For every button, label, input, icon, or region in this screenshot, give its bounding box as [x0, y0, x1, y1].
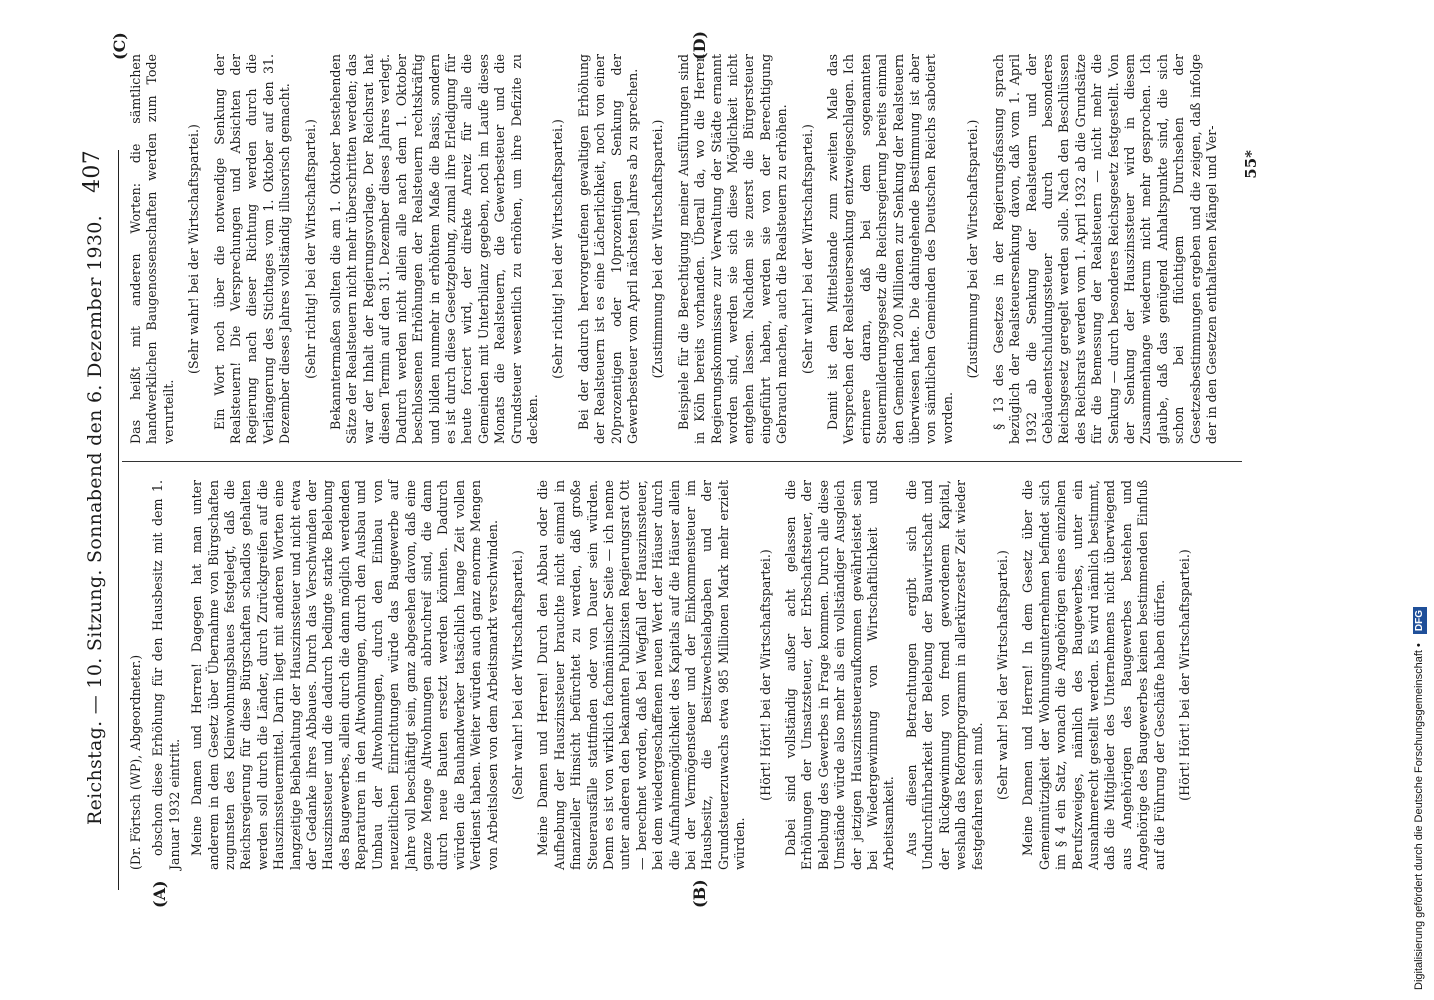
- interjection-line: (Hört! Hört! bei der Wirtschaftspartei.): [757, 549, 773, 801]
- body-paragraph: Ein Wort noch über die notwendige Senkung der Realsteuern! Die Versprechungen und Absichten der Regierung nach dieser Richtung werden durch die Verlängerung des Stichtages vom 1. Oktober auf den 31. Dezember dieses Jahres vollständig illusorisch gemacht.: [211, 54, 293, 444]
- body-paragraph: obschon diese Erhöhung für den Hausbesitz mit dem 1. Januar 1932 eintritt.: [150, 480, 182, 870]
- attribution-text: Digitalisierung gefördert durch die Deutsche Forschungsgemeinschaft •: [1413, 643, 1425, 990]
- column-divider: [122, 461, 1242, 462]
- body-paragraph: § 13 des Gesetzes in der Regierungsfassung sprach bezüglich der Realsteuersenkung davon, daß vom 1. April 1932 ab die Senkung der Realsteuern und der Gebäudeentschuldungssteuer durch besonderes Reichsgesetz geregelt werden solle. Nach den Beschlüssen des Reichsrats werden vom 1. April 1932 ab die Grundsätze für die Bemessung der Realsteuern — nicht mehr die Senkung — durch besonderes Reichsgesetz festgestellt. Von der Senkung der Hauszinssteuer wird in diesem Zusammenhange wiederum nicht mehr gesprochen. Ich glaube, daß das genügend Anhaltspunkte sind, die sich schon bei flüchtigem Durchsehen der Gesetzesbestimmungen ergeben und die zeigen, daß infolge der in den Gesetzen enthaltenen Mängel und Ver-: [990, 54, 1219, 444]
- body-paragraph: Bei der dadurch hervorgerufenen gewaltigen Erhöhung der Realsteuern ist es eine Lächerlichkeit, noch von einer 20prozentigen oder 10prozentigen Senkung der Gewerbesteuer vom April nächsten Jahres ab zu sprechen.: [575, 54, 640, 444]
- body-paragraph: Dabei sind vollständig außer acht gelassen die Erhöhungen der Umsatzsteuer, der Erbschaftsteuer, der Belebung des Gewerbes in Frage kommen. Durch alle diese Umstände würde also mehr als ein vollständiger Ausgleich der jetzigen Hauszinssteueraufkommen gewährleistet sein bei Wiedergewinnung von Wirtschaftlichkeit und Arbeitsamkeit.: [783, 480, 897, 870]
- body-paragraph: Meine Damen und Herren! In dem Gesetz über die Gemeinnützigkeit der Wohnungsunternehmen befindet sich im § 4 ein Satz, wonach die Angehörigen eines einzelnen Berufszweiges, nämlich des Baugewerbes, unter ein Ausnahmerecht gestellt werden. Es wird nämlich bestimmt, daß die Mitglieder des Unternehmens nicht überwiegend aus Angehörigen des Baugewerbes bestehen und Angehörige des Baugewerbes keinen bestimmenden Einfluß auf die Führung der Geschäfte haben dürfen.: [1020, 480, 1167, 870]
- interjection-line: (Sehr wahr! bei der Wirtschaftspartei.): [799, 124, 815, 374]
- body-paragraph: Damit ist dem Mittelstande zum zweiten Male das Versprechen der Realsteuersenkung entzweigeschlagen. Ich erinnere daran, daß bei dem sogenannten Steuermilderungsgesetz die Reichsregierung bereits einmal den Gemeinden 200 Millionen zur Senkung der Realsteuern überwiesen hatte. Die dahingehende Bestimmung ist aber von sämtlichen Gemeinden des Deutschen Reichs sabotiert worden.: [825, 54, 955, 444]
- margin-mark-c: (C): [110, 32, 129, 60]
- signature-mark: 55*: [1242, 150, 1260, 179]
- digitization-attribution: [1409, 8, 1429, 992]
- interjection-line: (Sehr wahr! bei der Wirtschaftspartei.): [994, 550, 1010, 800]
- margin-mark-b: (B): [690, 879, 709, 908]
- interjection-line: (Sehr wahr! bei der Wirtschaftspartei.): [186, 124, 202, 374]
- margin-mark-d: (D): [690, 30, 709, 60]
- interjection-line: (Zustimmung bei der Wirtschaftspartei.): [650, 119, 666, 379]
- body-paragraph: (Dr. Förtsch (WP), Abgeordneter.): [128, 654, 143, 870]
- body-paragraph: Meine Damen und Herren! Dagegen hat man unter anderem in dem Gesetz über Übernahme von Bürgschaften zugunsten des Kleinwohnungsbaues festgelegt, daß die Reichsregierung für diese Bürgschaften schadlos gehalten werden soll durch die Länder, durch Zurückgreifen auf die Hauszinssteuermittel. Darin liegt mit anderen Worten eine langzeitige Beibehaltung der Hauszinssteuer und nicht etwa der Gedanke ihres Abbaues. Durch das Verschwinden der Hauszinssteuer und die dadurch bedingte starke Belebung des Baugewerbes, allein durch die dann möglich werdenden Reparaturen in den Altwohnungen, durch den Ausbau und Umbau der Altwohnungen, durch den Einbau von neuzeitlichen Einrichtungen würde das Baugewerbe auf Jahre voll beschäftigt sein, ganz abgesehen davon, daß eine ganze Menge Altwohnungen abbruchreif sind, die dann durch neue Bauten ersetzt werden könnten. Dadurch würden die Bauhandwerker tatsächlich lange Zeit vollen Verdienst haben. Weiter würden auch ganz enorme Mengen von Arbeitslosen von dem Arbeitsmarkt verschwinden.: [189, 480, 500, 870]
- interjection-line: (Sehr richtig! bei der Wirtschaftspartei.): [302, 119, 318, 379]
- header-rule: [118, 150, 119, 890]
- body-paragraph: Beispiele für die Berechtigung meiner Ausführungen sind in Köln bereits vorhanden. Überall da, wo die Herren Regierungskommissare zur Verwaltung der Städte ernannt worden sind, werden sie sich diese Möglichkeit nicht entgehen lassen. Nachdem sie zuerst die Bürgersteuer eingeführt haben, werden sie von der Berechtigung Gebrauch machen, auch die Realsteuern zu erhöhen.: [675, 54, 790, 444]
- body-paragraph: Das heißt mit anderen Worten: die sämtlichen handwerklichen Baugenossenschaften werden zum Tode verurteilt.: [128, 54, 176, 444]
- body-paragraph: Bekanntermaßen sollten die am 1. Oktober bestehenden Sätze der Realsteuern nicht mehr überschritten werden; das war der Inhalt der Regierungsvorlage. Der Reichsrat hat diesen Termin auf den 31. Dezember dieses Jahres verlegt. Dadurch werden nicht allein alle nach dem 1. Oktober beschlossenen Erhöhungen der Realsteuern rechtskräftig und bilden nunmehr in erhöhtem Maße die Basis, sondern es ist durch diese Gesetzgebung, zumal ihre Erledigung für heute forciert wird, der direkte Anreiz für alle die Gemeinden mit Unterbilanz gegeben, noch im Laufe dieses Monats die Realsteuern, die Gewerbesteuer und die Grundsteuer wesentlich zu erhöhen, um ihre Defizite zu decken.: [328, 54, 540, 444]
- left-text-column: [128, 480, 1192, 870]
- margin-mark-a: (A): [150, 880, 169, 908]
- page-title: Reichstag. — 10. Sitzung. Sonnabend den 6. Dezember 1930.: [84, 215, 106, 825]
- interjection-line: (Sehr richtig! bei der Wirtschaftspartei.): [550, 119, 566, 379]
- dfg-logo: DFG: [1413, 607, 1427, 634]
- page-header: [80, 150, 110, 890]
- body-paragraph: Aus diesen Betrachtungen ergibt sich die Undurchführbarkeit der Belebung der Bauwirtschaft und der Rückgewinnung von fremd gewordenem Kapital, weshalb das Reformprogramm in allerkürzester Zeit wieder festgefahren sein muß.: [903, 480, 985, 870]
- interjection-line: (Sehr wahr! bei der Wirtschaftspartei.): [509, 550, 525, 800]
- page-number: 407: [80, 150, 105, 193]
- interjection-line: (Hört! Hört! bei der Wirtschaftspartei.): [1176, 549, 1192, 801]
- interjection-line: (Zustimmung bei der Wirtschaftspartei.): [965, 119, 981, 379]
- right-text-column: [128, 54, 1219, 444]
- body-paragraph: Meine Damen und Herren! Durch den Abbau oder die Aufhebung der Hauszinssteuer brauchte nicht einmal in finanzieller Hinsicht befürchtet zu werden, daß große Steuerausfälle stattfinden oder von Dauer sein würden. Denn es ist von wirklich fachmännischer Seite — ich nenne unter anderen den bekannten Publizisten Regierungsrat Ott — berechnet worden, daß bei Wegfall der Hauszinssteuer, bei dem wiedergeschaffenen neuen Wert der Häuser durch die Aufnahmemöglichkeit des Kapitals auf die Häuser allein bei der Vermögensteuer und der Einkommensteuer im Hausbesitz, die Besitzwechselabgaben und der Grundsteuerzuwachs etwa 985 Millionen Mark mehr erzielt würden.: [535, 480, 748, 870]
